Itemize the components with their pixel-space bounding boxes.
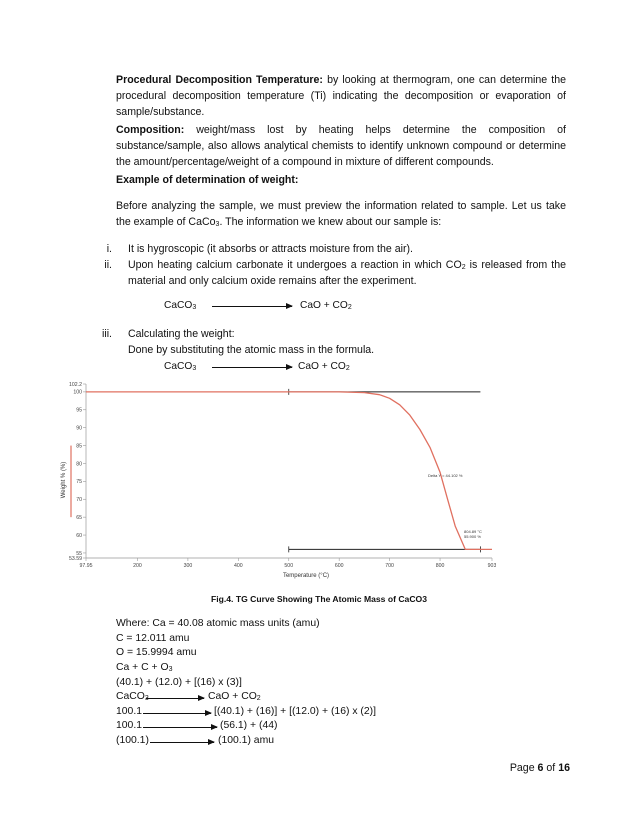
calc-row3-left: (100.1) [116, 735, 149, 746]
y-tick-label-9: 60 [76, 532, 82, 539]
composition-paragraph [116, 122, 566, 170]
chart-axes [86, 384, 492, 558]
x-tick-label-5: 600 [334, 563, 344, 569]
figure-caption: Fig.4. TG Curve Showing The Atomic Mass of CaCO3 [211, 594, 427, 604]
calc-reaction-right-sub: 2 [256, 695, 261, 702]
equation-2-right-sub: 2 [345, 365, 350, 372]
calc-row1-arrow [143, 713, 211, 714]
pdt-label: Procedural Decomposition Temperature: [116, 74, 323, 86]
pdt-paragraph [116, 72, 566, 120]
tg-curve-chart [56, 380, 496, 582]
y-tick-label-3: 90 [76, 425, 82, 432]
pdt-text: by looking at thermogram, one can determine the procedural decomposition temperature (Ti) indicating the decomposition or evaporation of sample/substance. [116, 74, 566, 118]
x-tick-label-3: 400 [234, 563, 243, 569]
x-tick-label-0: 97.95 [79, 563, 93, 569]
calc-reaction-left-text: CaCO [116, 691, 145, 702]
annotation-weight: 55.900 % [464, 534, 481, 539]
x-tick-label-6: 700 [385, 563, 394, 569]
calc-row1-left: 100.1 [116, 706, 143, 717]
intro-text-a: Before analyzing the sample, we must preview the information related to sample. Let us take the example of CaCo [116, 200, 566, 228]
equation-2-left: CaCO [164, 361, 193, 372]
calc-reaction-right [208, 690, 261, 705]
equation-2-arrow [212, 367, 292, 368]
annotation-delta: Delta Y = 44.102 % [428, 473, 463, 478]
calc-reaction-left-sub: 3 [144, 695, 149, 702]
calc-row2-arrow [143, 727, 217, 728]
equation-1 [164, 298, 196, 313]
y-tick-label-1: 100 [73, 389, 82, 396]
x-tick-label-7: 800 [435, 563, 445, 569]
item-2-sub: 2 [461, 264, 466, 271]
y-tick-label-5: 80 [76, 461, 82, 468]
calc-row2-right: (56.1) + (44) [220, 720, 278, 731]
calc-row3-arrow [150, 742, 214, 743]
x-tick-label-4: 500 [284, 563, 294, 569]
intro-sub: 3 [215, 221, 220, 228]
y-tick-label-10: 55 [76, 550, 82, 557]
equation-2-left-sub: 3 [192, 365, 197, 372]
y-tick-label-4: 85 [76, 443, 82, 450]
x-tick-label-2: 300 [183, 563, 193, 569]
item-3-line2: Done by substituting the atomic mass in the formula. [128, 344, 375, 356]
footer-page-number: 6 [537, 762, 544, 774]
calc-where: Where: Ca = 40.08 atomic mass units (amu) [116, 618, 320, 629]
chart-marks [71, 389, 492, 552]
item-1-number: i. [106, 243, 112, 255]
calc-c: C = 12.011 amu [116, 633, 190, 644]
calc-reaction-arrow [146, 698, 204, 699]
calc-reaction-right-text: CaO + CO [208, 691, 257, 702]
item-2-text-b: is released from the material and only calcium oxide remains after the experiment. [128, 259, 566, 287]
equation-1-right [300, 298, 352, 313]
item-1-text: It is hygroscopic (it absorbs or attracts moisture from the air). [128, 243, 413, 255]
composition-label: Composition: [116, 124, 185, 136]
equation-2-right-text: CaO + CO [298, 361, 346, 372]
y-tick-label-7: 70 [76, 497, 82, 504]
footer-of-word: of [546, 762, 556, 774]
intro-text-b: . The information we knew about our sample is: [219, 216, 442, 228]
equation-2-right [298, 359, 350, 374]
equation-1-left: CaCO [164, 300, 193, 311]
x-axis-label: Temperature (°C) [282, 573, 330, 579]
y-tick-label-8: 65 [76, 514, 82, 521]
item-3-number: iii. [101, 328, 112, 340]
calc-sum-values: (40.1) + (12.0) + [(16) x (3)] [116, 677, 242, 688]
item-3-line1: Calculating the weight: [128, 328, 235, 340]
x-tick-label-1: 200 [133, 563, 142, 569]
equation-2 [164, 359, 196, 374]
page-footer [510, 762, 570, 774]
intro-paragraph [116, 198, 566, 230]
tg-curve-series-0 [86, 392, 492, 550]
calc-sum [116, 661, 172, 676]
footer-total-pages: 16 [558, 762, 570, 774]
y-axis-label: Weight % (%) [61, 461, 67, 499]
calc-o: O = 15.9994 amu [116, 647, 197, 658]
item-2-text-a: Upon heating calcium carbonate it undergoes a reaction in which CO [128, 259, 462, 271]
calc-sum-sub: 3 [168, 666, 173, 673]
calc-sum-text: Ca + C + O [116, 662, 169, 673]
calc-row2-left: 100.1 [116, 720, 143, 731]
calc-row3-right: (100.1) amu [218, 735, 275, 746]
equation-1-right-text: CaO + CO [300, 300, 348, 311]
y-tick-label-11: 53.59 [69, 555, 82, 562]
example-heading: Example of determination of weight: [116, 174, 299, 186]
annotation-temp: 804.89 °C [464, 529, 482, 534]
equation-1-left-sub: 3 [192, 304, 197, 311]
calc-row1-right: [(40.1) + (16)] + [(12.0) + (16) x (2)] [214, 706, 376, 717]
composition-text: weight/mass lost by heating helps determine the composition of substance/sample, also allows analytical chemists to identify unknown compound or determine the amount/percentage/weight of a compound in mixture of different compounds. [116, 124, 566, 168]
footer-page-word: Page [509, 762, 535, 774]
equation-1-arrow [212, 306, 292, 307]
item-2-text [128, 257, 566, 289]
y-tick-label-2: 95 [76, 407, 82, 414]
y-tick-label-0: 102.2 [69, 381, 82, 388]
calc-reaction-left [116, 690, 149, 705]
x-tick-label-8: 903 [487, 563, 496, 569]
item-2-number: ii. [104, 259, 112, 271]
equation-1-right-sub: 2 [347, 304, 352, 311]
y-tick-label-6: 75 [76, 479, 82, 486]
